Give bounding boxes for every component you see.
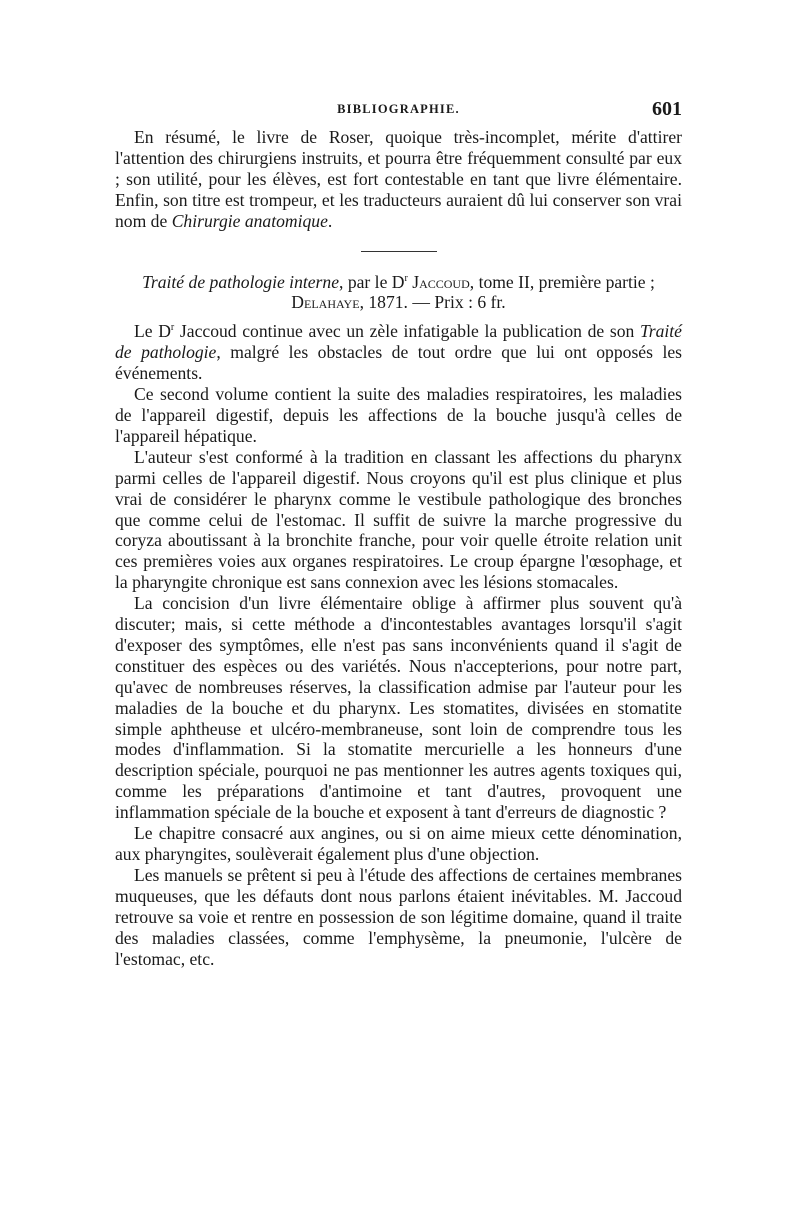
summary-italic-title: Chirurgie anatomique: [171, 210, 328, 231]
p1-sup: r: [170, 322, 175, 334]
page-number: 601: [652, 98, 682, 120]
book-reference: [115, 272, 682, 314]
paragraph-1: [115, 321, 682, 384]
book-dr-sup: r: [404, 272, 408, 284]
summary-text: En résumé, le livre de Roser, quoique très-incomplet, mérite d'attirer l'attention des chirurgiens instruits, et pourra être fréquemment consulté par eux ; son utilité, pour les élèves, est fort contestable en tant que livre élémentaire. Enfin, son titre est trompeur, et les traducteurs auraient dû lui conserver son vrai nom de: [115, 127, 682, 231]
paragraph-3: L'auteur s'est conformé à la tradition en classant les affections du pharynx parmi celles de l'appareil digestif. Nous croyons qu'il est plus clinique et plus vrai de considérer le pharynx comme le vestibule pathologique des bronches que comme celui de l'estomac. Il suffit de suivre la marche progressive du coryza aboutissant à la bronchite franche, pour voir quelle étroite relation unit ces premières voies aux organes respiratoires. Le croup épargne l'œsophage, et la pharyngite chronique est sans connexion avec les lésions stomacales.: [115, 446, 682, 593]
paragraph-6: Les manuels se prêtent si peu à l'étude des affections de certaines membranes muqueuses, que les défauts dont nous parlons étaient inévitables. M. Jaccoud retrouve sa voie et rentre en possession de son légitime domaine, quand il traite des maladies classées, comme l'emphysème, la pneumonie, l'ulcère de l'estomac, etc.: [115, 864, 682, 969]
section-divider: [361, 251, 437, 252]
summary-paragraph: [115, 127, 682, 232]
p1-italic: Traité de pathologie: [115, 321, 682, 363]
book-volume: , tome II, première partie ;: [469, 271, 655, 292]
p1-b: Jaccoud continue avec un zèle infatigable la publication de son: [174, 321, 640, 342]
book-author: Jaccoud: [412, 271, 470, 292]
book-year-price: , 1871. — Prix : 6 fr.: [359, 292, 506, 313]
paragraph-4: La concision d'un livre élémentaire oblige à affirmer plus souvent qu'à discuter; mais, si cette méthode a d'incontestables avantages lorsqu'il s'agit d'exposer des symptômes, elle n'est pas sans inconvénients quand il s'agit de constituer des espèces ou des variétés. Nous n'accepterions, pour notre part, qu'avec de nombreuses réserves, la classification admise par l'auteur pour les maladies de la bouche et du pharynx. Les stomatites, divisées en stomatite simple aphtheuse et ulcéro-membraneuse, sont loin de comprendre tous les modes d'inflammation. Si la stomatite mercurielle a les honneurs d'une description spéciale, pourquoi ne pas mentionner les autres agents toxiques qui, comme les préparations d'antimoine et tant d'autres, provoquent une inflammation spéciale de la bouche et exposent à tant d'erreurs de diagnostic ?: [115, 593, 682, 823]
book-publisher: Delahaye: [291, 292, 360, 313]
paragraph-2: Ce second volume contient la suite des maladies respiratoires, les maladies de l'appareil digestif, depuis les affections de la bouche jusqu'à celles de l'appareil hépatique.: [115, 384, 682, 446]
running-head-title: BIBLIOGRAPHIE.: [337, 102, 460, 116]
book-by: , par le D: [339, 271, 405, 292]
running-head: [115, 98, 682, 122]
paragraph-5: Le chapitre consacré aux angines, ou si on aime mieux cette dénomination, aux pharyngites, soulèverait également plus d'une objection.: [115, 823, 682, 864]
summary-end: .: [327, 210, 333, 231]
p1-a: Le D: [134, 321, 171, 342]
book-title: Traité de pathologie interne: [142, 271, 340, 292]
p1-c: , malgré les obstacles de tout ordre que lui ont opposés les événements.: [115, 342, 682, 384]
page-body: [115, 127, 682, 969]
